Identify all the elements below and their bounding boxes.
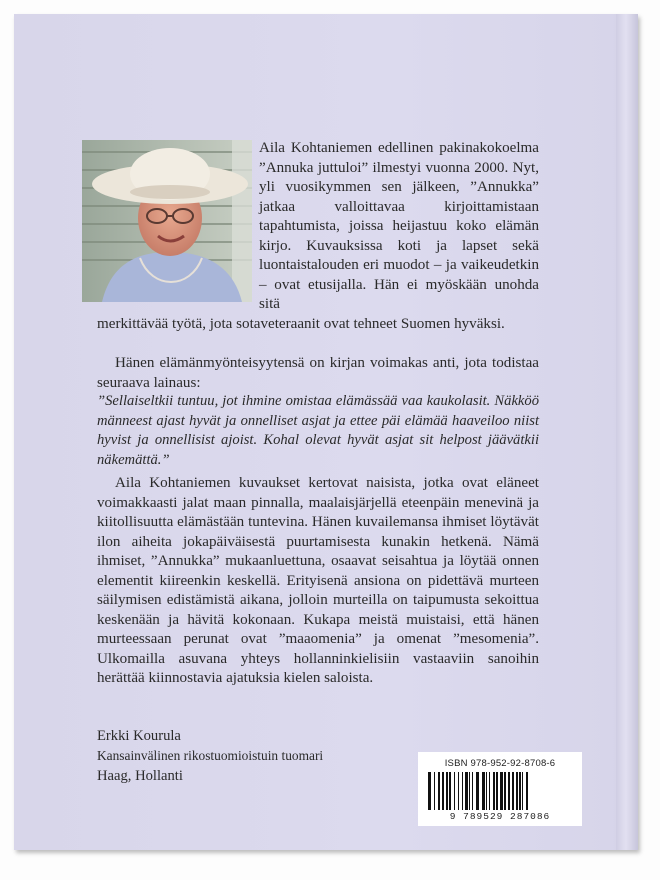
- barcode-bar: [516, 772, 518, 810]
- barcode-bar: [442, 772, 444, 810]
- barcode-bar: [522, 772, 523, 810]
- book-back-cover: [14, 14, 638, 850]
- intro-paragraph: Aila Kohtaniemen edellinen pakinakokoelma ”Annuka juttuloi” ilmestyi vuonna 2000. Nyt, yli vuosikymmen sen jälkeen, ”Annukka” jatkaa valloittavaa kirjoittamistaan tapahtumista, joissa heijastuu koko elämän kirjo. Kuvauksissa koti ja lapset sekä luontaistalouden eri muodot – ja vaikeudetkin – ovat etusijalla. Hän ei myöskään unohda sitä: [259, 140, 539, 312]
- body-paragraph: Aila Kohtaniemen kuvaukset kertovat naisista, jotka ovat eläneet voimakkaasti jalat maan pinnalla, maalaisjärjellä eteenpäin menevinä ja kiitollisuutta elämästään tuntevina. Hänen kuvailemansa ihmiset löytävät ilon aiheita jokapäiväisestä puurtamisesta kunakin hetkenä. Nämä ihmiset, ”Annukka” mukaanluettuna, osaavat seisahtua ja löytää onnen elementit kiireenkin keskellä. Erityisenä ansiona on pidettävä murteen säilymisen edistämistä aikana, jolloin murteilla on taipumusta sekoittua keskenään ja hävitä kokonaan. Kukapa meistä muistaisi, että hänen murteessaan perunat ovat ”maaomenia” ja omenat ”mesomenia”. Ulkomailla asuvana yhteys hollanninkielisiin vastaaviin sanoihin herättää kiinnostavia ajatuksia kielen saloista.: [97, 475, 539, 686]
- barcode-bar: [504, 772, 506, 810]
- barcode-bar: [446, 772, 448, 810]
- barcode-bars: [424, 772, 576, 810]
- barcode-bar: [493, 772, 495, 810]
- signature-name: Erkki Kourula: [97, 728, 181, 744]
- book-spine: [616, 14, 638, 850]
- barcode-bar: [489, 772, 490, 810]
- dialect-quote: ”Sellaiseltkii tuntuu, jot ihmine omistaa elämässää vaa kaukolasit. Näkköö männeest ajast hyvät ja onnelliset asjat ja ettee päi elämää haaveiloo niist hyvist ja onnellisist ajoist. Kohal olevat hyvät asjat sit helpost jäävätkii näkemättä.”: [97, 393, 539, 468]
- barcode-bar: [519, 772, 521, 810]
- barcode-digits: 9 789529 287086: [449, 811, 551, 822]
- barcode-bar: [458, 772, 459, 810]
- signature-block: [97, 726, 397, 786]
- barcode-bar: [462, 772, 463, 810]
- barcode-bar: [454, 772, 455, 810]
- isbn-text: ISBN 978-952-92-8708-6: [444, 758, 556, 769]
- isbn-barcode: [418, 752, 582, 826]
- barcode-bar: [428, 772, 431, 810]
- barcode-bar: [434, 772, 435, 810]
- barcode-bar: [472, 772, 473, 810]
- barcode-bar: [496, 772, 498, 810]
- barcode-bar: [526, 772, 528, 810]
- signature-place: Haag, Hollanti: [97, 768, 183, 784]
- author-portrait-photo: [82, 140, 252, 302]
- barcode-bar: [469, 772, 470, 810]
- barcode-bar: [482, 772, 485, 810]
- signature-title: Kansainvälinen rikostuomioistuin tuomari: [97, 748, 324, 763]
- barcode-bar: [508, 772, 510, 810]
- barcode-bar: [465, 772, 468, 810]
- barcode-bar: [486, 772, 487, 810]
- barcode-bar: [476, 772, 479, 810]
- barcode-bar: [438, 772, 440, 810]
- barcode-bar: [512, 772, 514, 810]
- intro-paragraph-tail: merkittävää työtä, jota sotaveteraanit ovat tehneet Suomen hyväksi.: [97, 316, 505, 332]
- quote-intro-paragraph: Hänen elämänmyönteisyytensä on kirjan voimakas anti, jota todistaa seuraava lainaus:: [97, 355, 539, 391]
- barcode-bar: [449, 772, 451, 810]
- barcode-bar: [500, 772, 503, 810]
